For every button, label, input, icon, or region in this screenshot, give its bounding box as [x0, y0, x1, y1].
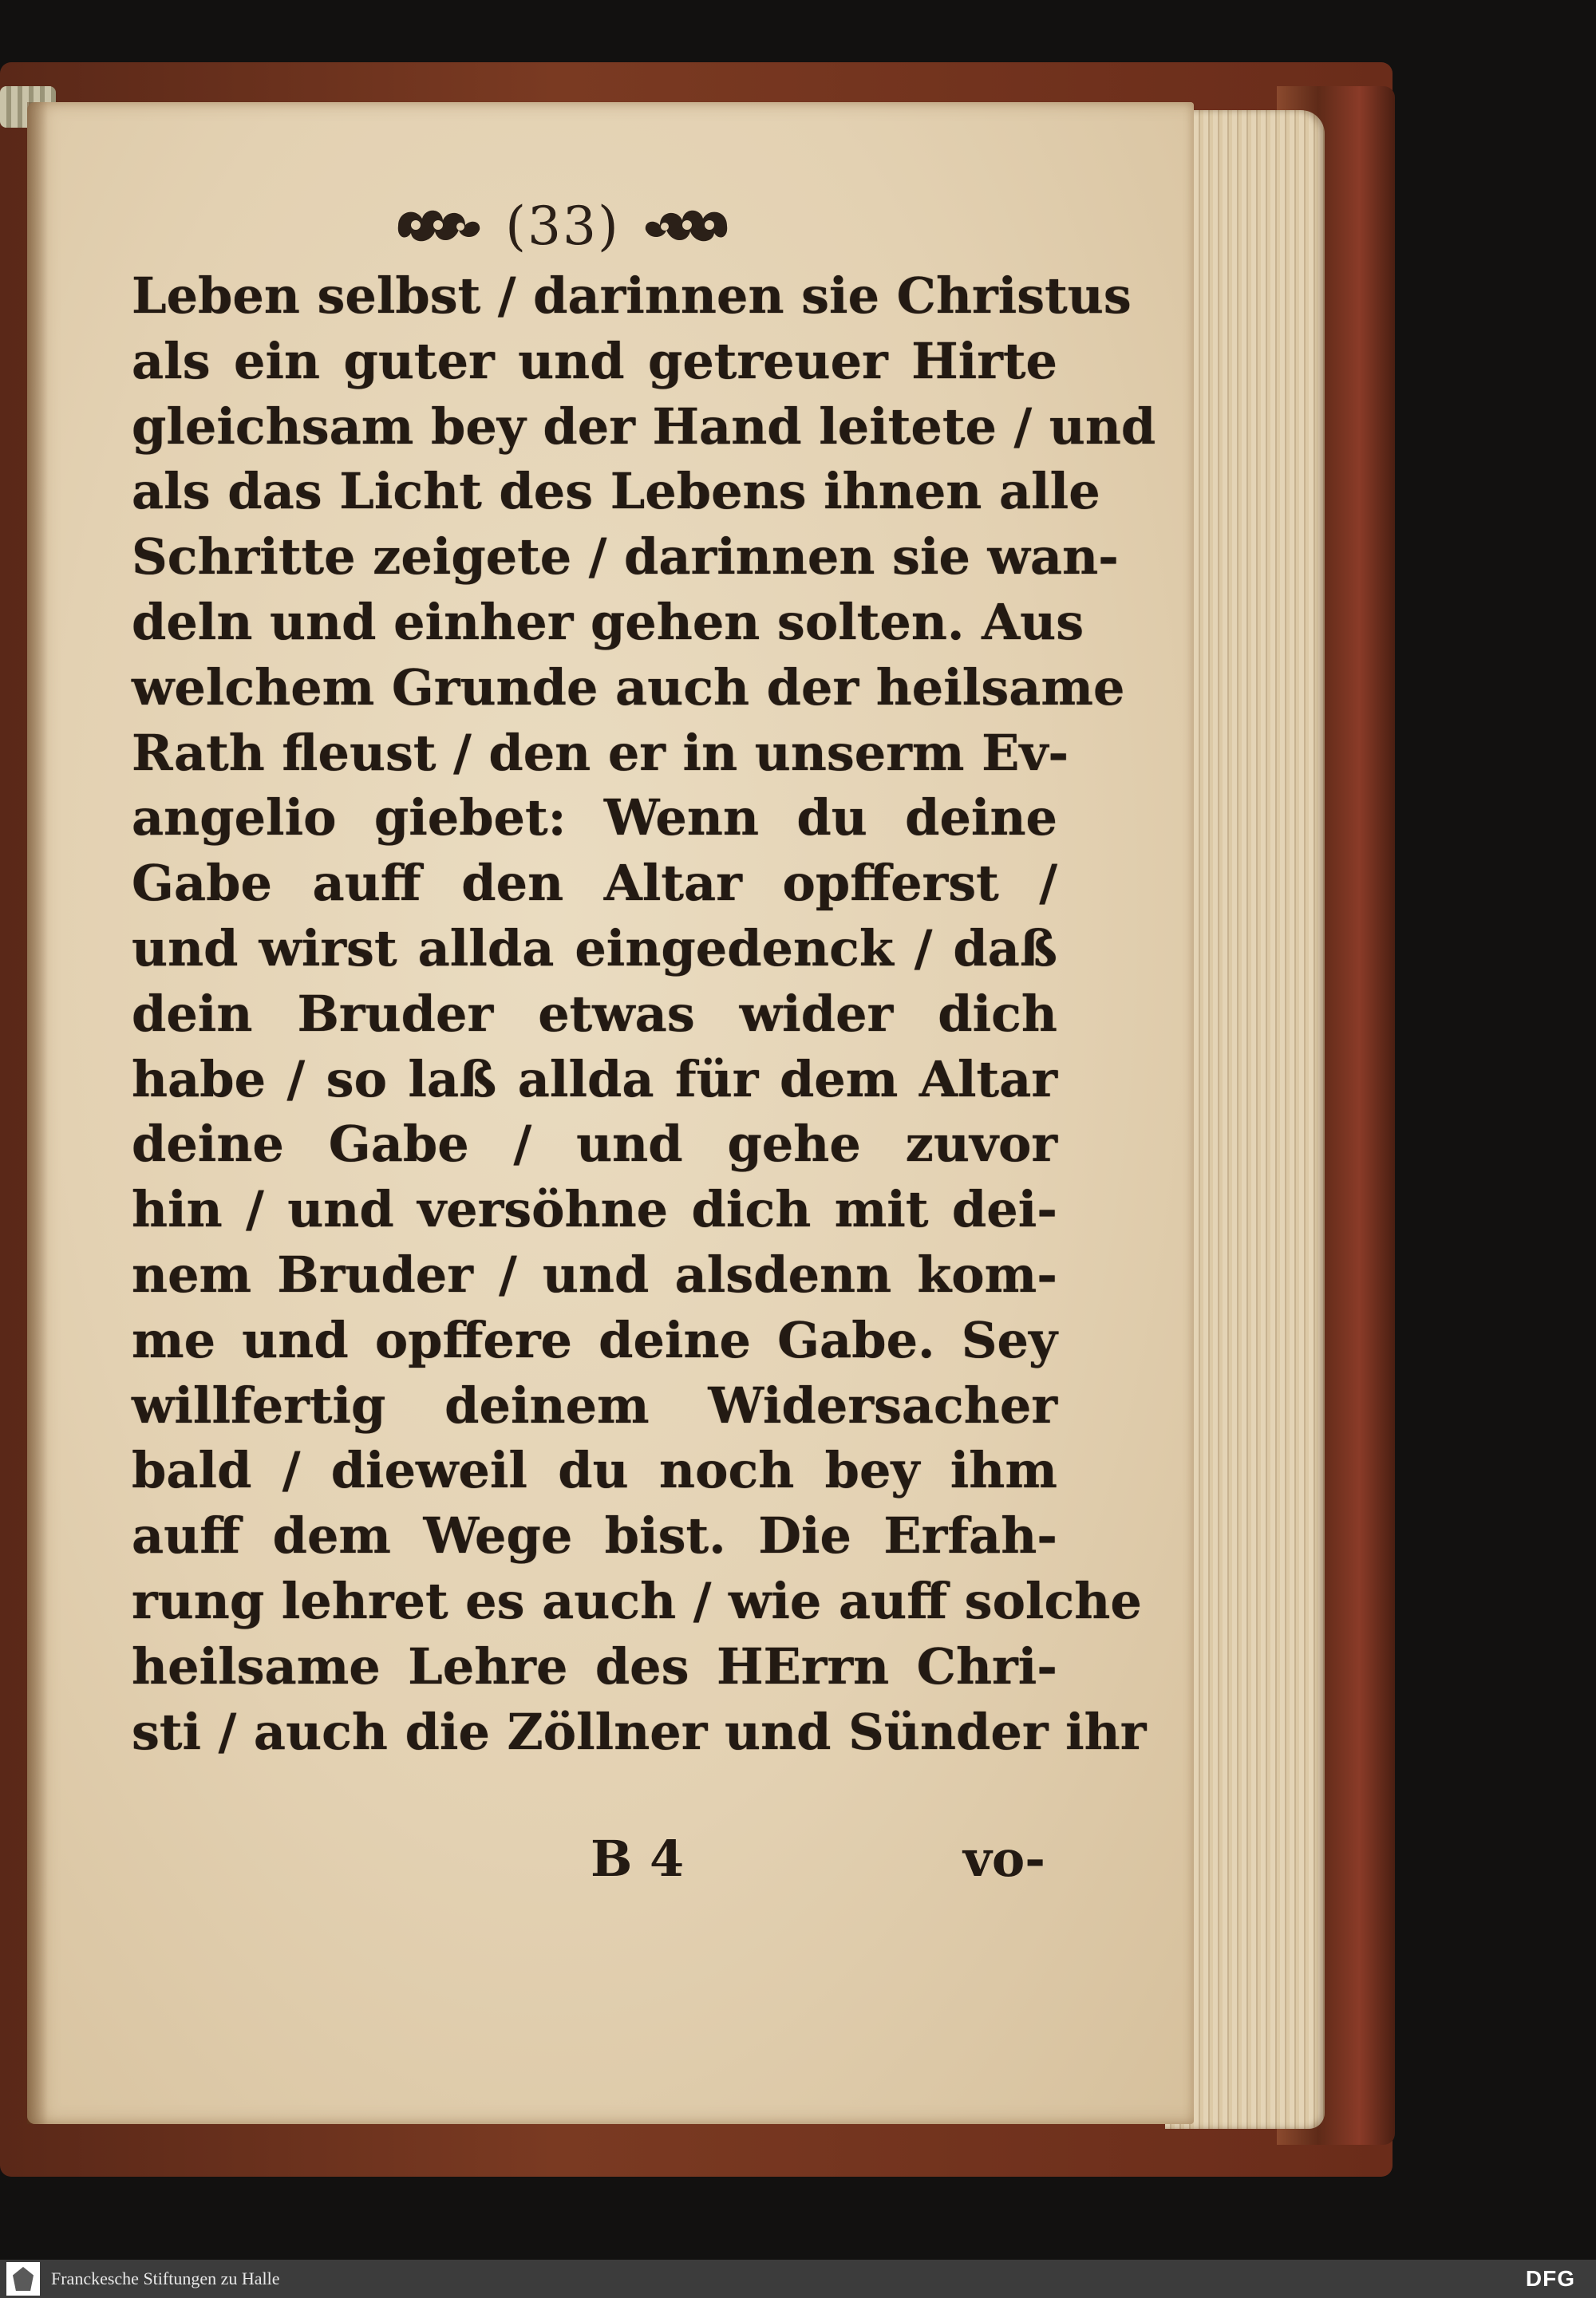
text-line: deine Gabe / und gehe zuvor	[132, 1115, 1057, 1174]
text-line: Leben selbst / darinnen sie Christus	[132, 267, 1132, 325]
text-line: gleichsam bey der Hand leitete / und	[132, 397, 1156, 456]
text-line: und wirst allda eingedenck / daß	[132, 918, 1057, 977]
text-line: als ein guter und getreuer Hirte	[132, 331, 1057, 390]
catchword: vo-	[962, 1829, 1045, 1888]
text-line: nem Bruder / und alsdenn kom-	[132, 1245, 1057, 1304]
page-number: (33)	[505, 195, 620, 257]
text-line: sti / auch die Zöllner und Sünder ihr	[132, 1702, 1147, 1761]
text-line: Rath fleust / den er in unserm Ev-	[132, 723, 1069, 782]
signature-mark: B 4	[591, 1829, 685, 1888]
text-line: angelio giebet: Wenn du deine	[132, 788, 1057, 847]
text-line: hin / und versöhne dich mit dei-	[132, 1180, 1057, 1239]
text-line: Gabe auff den Altar opfferst /	[132, 854, 1057, 913]
institution-footer-bar	[0, 2260, 1596, 2298]
text-line: willfertig deinem Widersacher	[132, 1376, 1057, 1435]
institution-name: Franckesche Stiftungen zu Halle	[51, 2268, 280, 2288]
left-ornament-icon	[392, 201, 486, 251]
page-gutter	[27, 102, 48, 2124]
right-ornament-icon	[639, 201, 733, 251]
dfg-logo: DFG	[1525, 2266, 1575, 2291]
page-text	[132, 263, 1156, 1764]
text-line: Schritte zeigete / darinnen sie wan-	[132, 527, 1119, 586]
text-line: als das Licht des Lebens ihnen alle	[132, 462, 1100, 521]
text-line: habe / so laß allda für dem Altar	[132, 1049, 1057, 1108]
text-line: welchem Grunde auch der heilsame	[132, 657, 1125, 717]
text-line: me und opffere deine Gabe. Sey	[132, 1310, 1057, 1369]
text-line: bald / dieweil du noch bey ihm	[132, 1441, 1057, 1500]
institution-logo-icon	[6, 2262, 40, 2296]
text-line: heilsame Lehre des HErrn Chri-	[132, 1637, 1057, 1696]
page-header	[375, 182, 750, 270]
text-line: dein Bruder etwas wider dich	[132, 984, 1057, 1043]
text-line: rung lehret es auch / wie auff solche	[132, 1571, 1142, 1630]
page-footer	[575, 1822, 1045, 1894]
text-line: deln und einher gehen solten. Aus	[132, 592, 1084, 651]
text-line: auff dem Wege bist. Die Erfah-	[132, 1506, 1057, 1566]
